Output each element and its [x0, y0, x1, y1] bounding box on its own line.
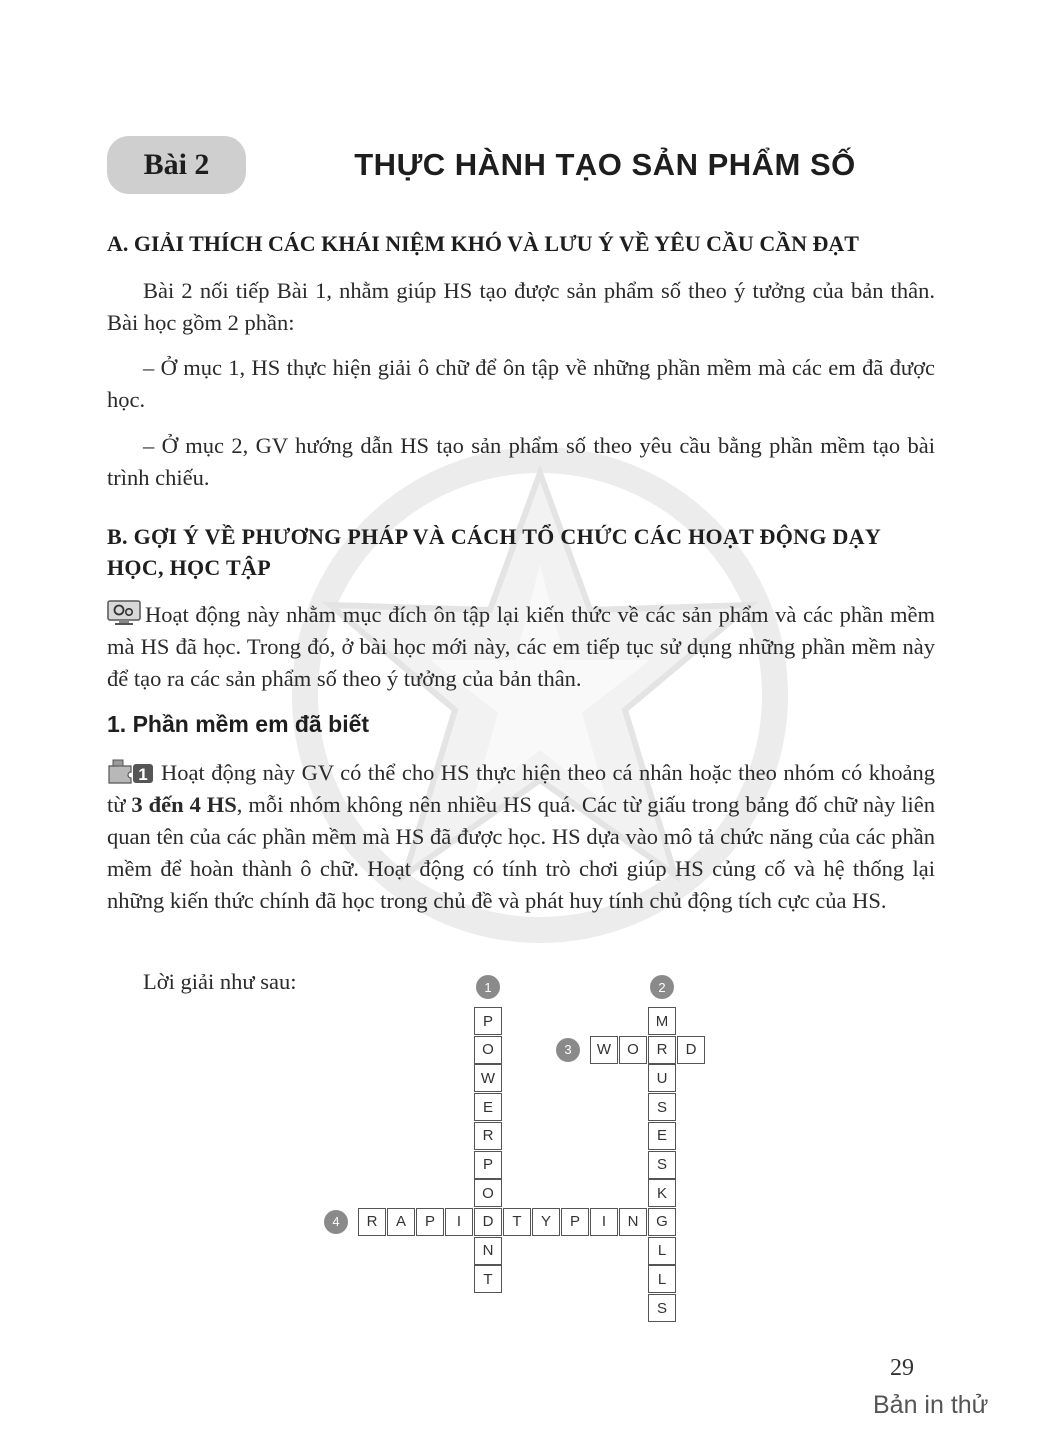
crossword-cell: D: [474, 1208, 502, 1236]
crossword-cell: I: [590, 1208, 618, 1236]
proof-label: Bản in thử: [873, 1391, 989, 1419]
crossword-cell: S: [648, 1151, 676, 1179]
crossword-cell: W: [590, 1036, 618, 1064]
part1-text: , mỗi nhóm không nên nhiều HS quá. Các từ giấu trong bảng đố chữ này liên quan tên của các phần mềm mà HS đã được học. HS dựa vào mô tả chức năng của các phần mềm để hoàn thành ô chữ. Hoạt động có tính trò chơi giúp HS củng cố và hệ thống lại những kiến thức chính đã học trong chủ đề và phát huy tính chủ động tích cực của HS.: [107, 792, 936, 913]
crossword-cell: R: [474, 1122, 502, 1150]
crossword-cell: E: [474, 1093, 502, 1121]
crossword-cell: O: [474, 1179, 502, 1207]
crossword-cell: N: [474, 1237, 502, 1265]
part1-group-size: 3 đến 4 HS: [131, 792, 237, 817]
crossword-cell: A: [387, 1208, 415, 1236]
crossword-cell: S: [648, 1093, 676, 1121]
crossword-cell: Y: [532, 1208, 560, 1236]
crossword-cell: G: [648, 1208, 676, 1236]
crossword-cell: U: [648, 1064, 676, 1092]
section-b-intro-text: Hoạt động này nhằm mục đích ôn tập lại kiến thức về các sản phẩm và các phần mềm mà HS đã học. Trong đó, ở bài học mới này, các em tiếp tục sử dụng những phần mềm này để tạo ra các sản phẩm số theo ý tưởng của bản thân.: [107, 602, 935, 691]
section-a-paragraph: Bài 2 nối tiếp Bài 1, nhằm giúp HS tạo được sản phẩm số theo ý tưởng của bản thân. Bài học gồm 2 phần:: [107, 278, 935, 335]
crossword-cell: D: [677, 1036, 705, 1064]
lesson-title: THỰC HÀNH TẠO SẢN PHẨM SỐ: [354, 147, 856, 182]
crossword-cell: P: [474, 1007, 502, 1035]
section-b-heading: B. GỢI Ý VỀ PHƯƠNG PHÁP VÀ CÁCH TỔ CHỨC CÁC HOẠT ĐỘNG DẠY HỌC, HỌC TẬP: [107, 524, 881, 580]
crossword-cell: N: [619, 1208, 647, 1236]
crossword-cell: I: [445, 1208, 473, 1236]
lesson-badge: Bài 2: [107, 136, 246, 194]
crossword-cell: P: [561, 1208, 589, 1236]
crossword-cell: W: [474, 1064, 502, 1092]
part1-paragraph: [107, 757, 935, 917]
solution-label: Lời giải như sau:: [143, 969, 297, 994]
part1-heading: 1. Phần mềm em đã biết: [107, 711, 370, 737]
crossword-cell: P: [474, 1151, 502, 1179]
activity-number: 1: [138, 765, 148, 784]
crossword-cell: T: [503, 1208, 531, 1236]
crossword-cell: R: [648, 1036, 676, 1064]
part1-text: Hoạt động này GV có thể cho HS thực hiện theo cá nhân hoặc theo nhóm có khoảng từ: [107, 760, 935, 817]
section-a-paragraph: – Ở mục 2, GV hướng dẫn HS tạo sản phẩm số theo yêu cầu bằng phần mềm tạo bài trình chiếu.: [107, 433, 935, 490]
clue-number-4: 4: [324, 1210, 348, 1234]
computer-gears-icon: [107, 600, 141, 626]
crossword-cell: R: [358, 1208, 386, 1236]
page-number: 29: [890, 1355, 914, 1381]
puzzle-activity-icon: [107, 758, 157, 784]
clue-number-2: 2: [650, 975, 674, 999]
clue-number-1: 1: [476, 975, 500, 999]
section-b-intro: [107, 599, 935, 695]
crossword-cell: S: [648, 1294, 676, 1322]
crossword-cell: K: [648, 1179, 676, 1207]
crossword-cell: L: [648, 1265, 676, 1293]
clue-number-3: 3: [556, 1038, 580, 1062]
crossword-cell: P: [416, 1208, 444, 1236]
crossword-cell: O: [474, 1036, 502, 1064]
crossword-cell: T: [474, 1265, 502, 1293]
crossword-cell: E: [648, 1122, 676, 1150]
crossword-cell: M: [648, 1007, 676, 1035]
section-a-heading: A. GIẢI THÍCH CÁC KHÁI NIỆM KHÓ VÀ LƯU Ý VỀ YÊU CẦU CẦN ĐẠT: [107, 231, 859, 256]
crossword-cell: O: [619, 1036, 647, 1064]
section-a-paragraph: – Ở mục 1, HS thực hiện giải ô chữ để ôn tập về những phần mềm mà các em đã được học.: [107, 355, 935, 412]
crossword-cell: L: [648, 1237, 676, 1265]
